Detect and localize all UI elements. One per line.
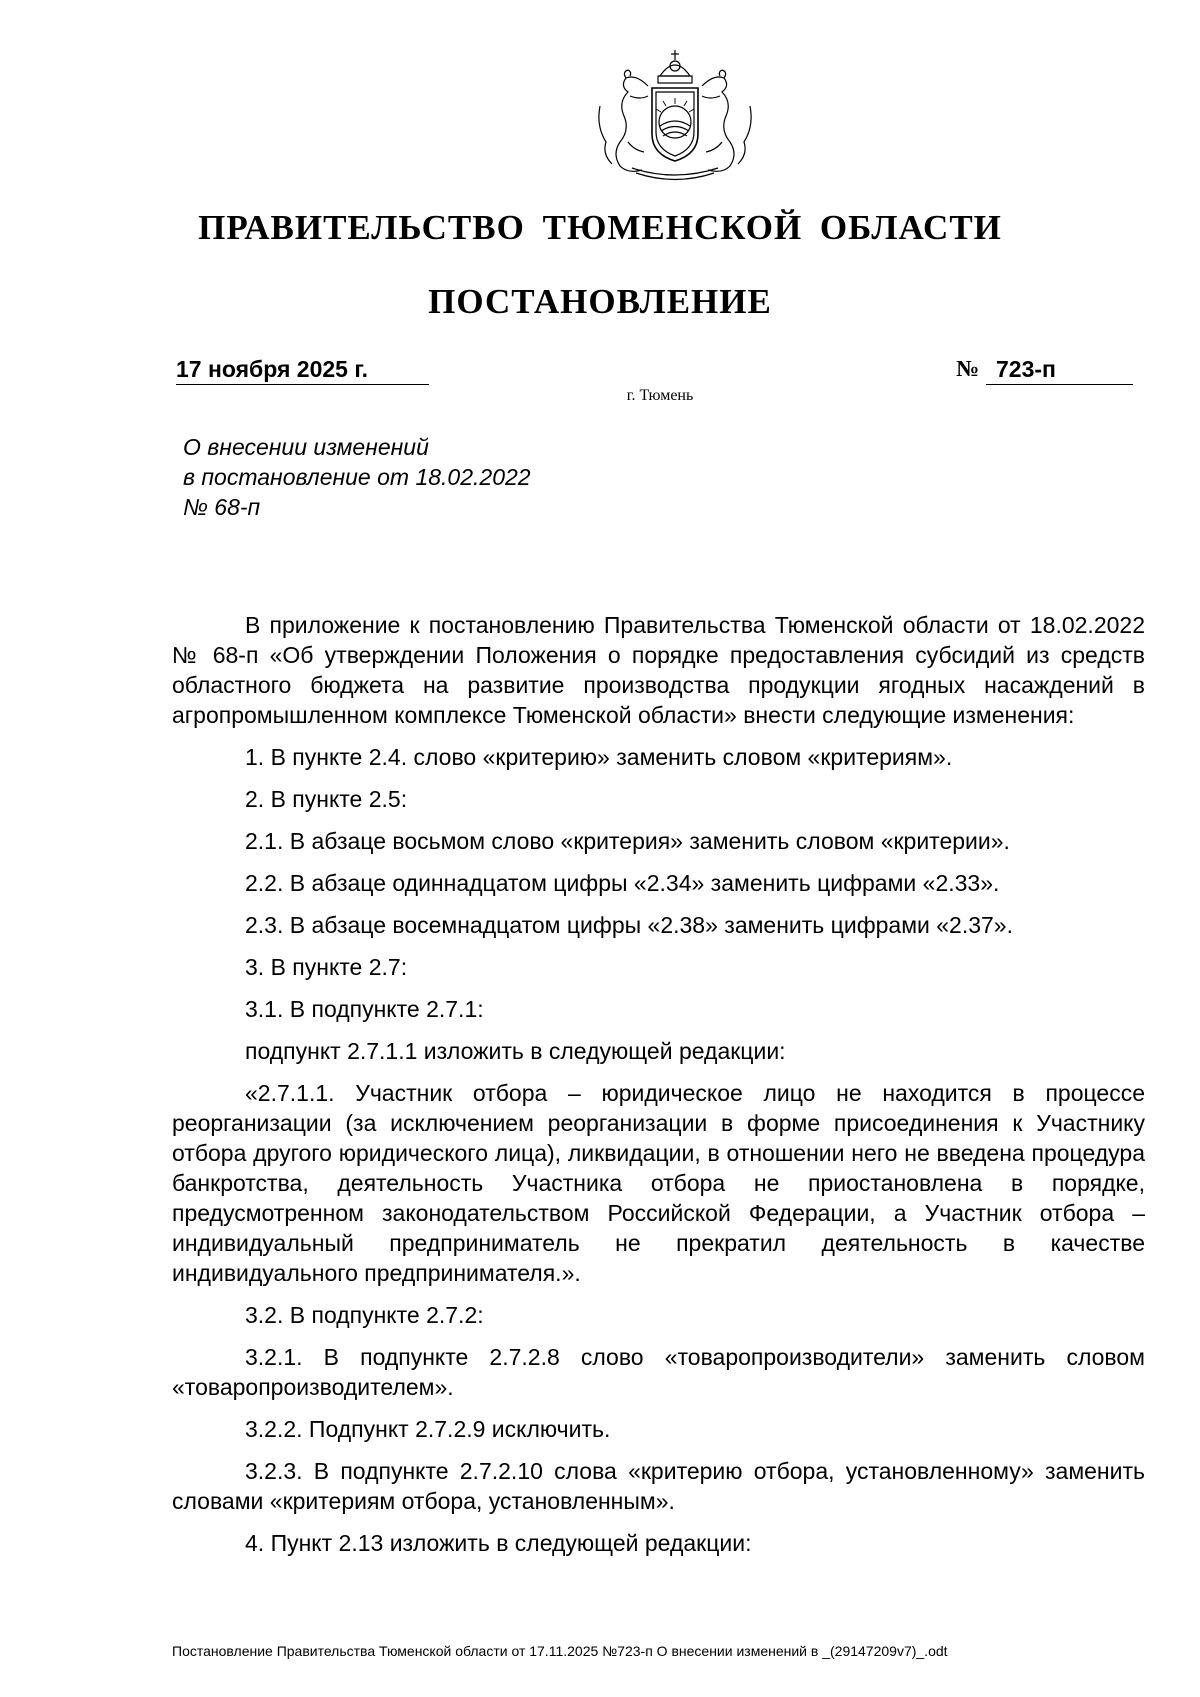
subject-line: в постановление от 18.02.2022 — [183, 464, 531, 490]
body-paragraph: «2.7.1.1. Участник отбора – юридическое лицо не находится в процессе реорганизации (за исключением реорганизации в форме присоединения к Участнику отбора другого юридического лица), ликвидации, в отношении него не введена процедура банкротства, деятельность Участника отбора не приостановлена в порядке, предусмотренном законодательством Российской Федерации, а Участник отбора – индивидуальный предприниматель не прекратил деятельность в качестве индивидуального предпринимателя.». — [172, 1080, 1145, 1286]
body-paragraph: 1. В пункте 2.4. слово «критерию» заменить словом «критериям». — [245, 744, 953, 770]
body-paragraph: В приложение к постановлению Правительства Тюменской области от 18.02.2022 № 68-п «Об утверждении Положения о порядке предоставления субсидий из средств областного бюджета на развитие производства продукции ягодных насаждений в агропромышленном комплексе Тюменской области» внести следующие изменения: — [172, 612, 1145, 728]
body-paragraph: 3.2.2. Подпункт 2.7.2.9 исключить. — [245, 1416, 611, 1442]
subject-line: № 68-п — [183, 494, 261, 520]
document-body — [172, 610, 1145, 1558]
document-date: 17 ноября 2025 г. — [176, 354, 429, 385]
subject-line: О внесении изменений — [183, 434, 429, 460]
document-number-field — [986, 354, 1133, 385]
body-paragraph: 2. В пункте 2.5: — [245, 786, 408, 812]
page-footer: Постановление Правительства Тюменской области от 17.11.2025 №723-п О внесении изменений в _(29147209v7)_.odt — [172, 1643, 948, 1659]
body-paragraph: 3. В пункте 2.7: — [245, 954, 408, 980]
document-number-label: № — [956, 356, 980, 381]
body-paragraph: 2.2. В абзаце одиннадцатом цифры «2.34» заменить цифрами «2.33». — [245, 870, 1000, 896]
organization-title: ПРАВИТЕЛЬСТВО ТЮМЕНСКОЙ ОБЛАСТИ — [198, 208, 1002, 247]
document-number: 723-п — [996, 356, 1056, 382]
coat-of-arms-icon — [590, 46, 760, 181]
body-paragraph: подпункт 2.7.1.1 изложить в следующей редакции: — [245, 1038, 786, 1064]
body-paragraph: 3.1. В подпункте 2.7.1: — [245, 996, 484, 1022]
body-paragraph: 3.2.3. В подпункте 2.7.2.10 слова «критерию отбора, установленному» заменить словами «критериям отбора, установленным». — [172, 1458, 1145, 1514]
document-subject — [183, 432, 531, 522]
document-city: г. Тюмень — [626, 387, 694, 404]
body-paragraph: 3.2.1. В подпункте 2.7.2.8 слово «товаропроизводители» заменить словом «товаропроизводителем». — [172, 1344, 1145, 1400]
body-paragraph: 2.1. В абзаце восьмом слово «критерия» заменить словом «критерии». — [245, 828, 1010, 854]
body-paragraph: 4. Пункт 2.13 изложить в следующей редакции: — [245, 1530, 752, 1556]
document-type-heading: ПОСТАНОВЛЕНИЕ — [428, 282, 772, 321]
body-paragraph: 2.3. В абзаце восемнадцатом цифры «2.38» заменить цифрами «2.37». — [245, 912, 1013, 938]
body-paragraph: 3.2. В подпункте 2.7.2: — [245, 1302, 484, 1328]
